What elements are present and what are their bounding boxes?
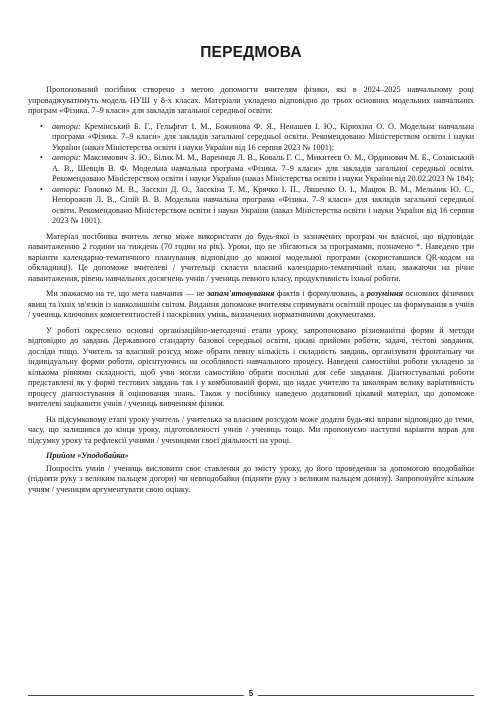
authors-label: автори:: [52, 153, 81, 162]
goals-paragraph: [28, 289, 474, 321]
summary-paragraph: На підсумковому етапі уроку учитель / учителька за власним розсудом може додати будь-які вправи відповідно до теми, часу, що залишився до кінця уроку, підготовленості учнів / учениць тощо. Ми пропонуємо наступні варіанти вправ для підсумку уроку та рефлексії учнями / ученицями своєї діяльності на уроці.: [28, 414, 474, 445]
goals-emphasis-understanding: розуміння: [366, 289, 403, 298]
bullet-icon: •: [40, 153, 43, 162]
materials-paragraph: Матеріал посібника вчитель легко може використати до будь-якої із зазначених програм чи власної, що відповідає навантаженню 2 години на тиждень (70 годин на рік). Уроки, що не збігаються за програмами, позначено *. Наведено три варіанти календарно-тематичного планування відповідно до кожної модельної програми (скориставшися QR-кодом на обкладинці). Це допоможе вчителеві / учительці скласти власний календарно-тематичний план, зважаючи на річне навантаження, рівень навчальних досягнень учнів / учениць певного класу, продуктивність їхньої роботи.: [28, 231, 474, 283]
list-item: [40, 184, 474, 227]
list-item: [40, 121, 474, 154]
structure-paragraph: У роботі окреслено основні організаційно-методичні етапи уроку, запропоновано різноманітні форми й методи відповідно до завдань Державного стандарту базової середньої освіти, цікаві прийоми роботи, задачі, тестові завдання, досліди тощо. Учитель за власний розсуд може обрати певну кількість і складність завдань, організувати фронтальну чи індивідуальну форми роботи, орієнтуючись на особливості навчального процесу. Наведені самостійні роботи укладено за кількома рівнями складності, щоб учні могли самостійно обрати посильні для себе завдання. Діагностувальні роботи представлені як у формі тестових завдань так і у комбінованій формі, що надає учителю та школярам велику варіативність процесу діагностування й оцінювання знань. Також у посібнику наведено додатковий цікавий матеріал, що допоможе вчителеві зацікавити учнів / учениць вивченням фізики.: [28, 325, 474, 408]
program-list: [28, 122, 474, 227]
program-text: Максимович З. Ю., Білик М. М., Варениця Л. В., Коваль Г. С., Микитеєв О. М., Ординович М. Б., Созанський А. В., Шевців В. Ф. Модельна навчальна програма «Фізика. 7–9 класи» для закладів загальної середньої освіти. Рекомендовано Міністерством освіти і науки України (наказ Міністерства освіти і науки України від 20.02.2023 № 184);: [52, 153, 474, 183]
authors-label: автори:: [52, 121, 81, 131]
technique-heading: Прийом «Уподобайка»: [46, 451, 129, 460]
goals-emphasis-memorization: запам'ятовування: [207, 289, 275, 298]
list-item: [40, 153, 474, 185]
page-number: 5: [244, 689, 258, 698]
intro-paragraph: Пропонований посібник створено з метою допомогти вчителям фізики, які в 2024–2025 навчальному році упроваджуватимуть модель НУШ у 8-х класах. Матеріали укладено відповідно до трьох основних модельних навчальних програм «Фізика. 7–9 класи» для закладів загальної середньої освіти:: [28, 85, 474, 115]
bullet-icon: •: [40, 184, 43, 194]
goals-text-c: основних фізичних явищ та їхніх зв'язків із навколишнім світом. Видання допоможе вчителям спрямувати освітній процес на формування в учнів / учениць ключових компетентностей і наскрізних умінь, визначених нормативними документами.: [28, 289, 475, 319]
goals-text-b: фактів і формулювань, а: [274, 289, 367, 298]
authors-label: автори:: [52, 184, 81, 194]
technique-paragraph: Попросіть учнів / учениць висловити своє ставлення до змісту уроку, до його проведення за допомогою вподобайки (підняти руку з великим пальцем догори) чи невподобайки (підняти руку з великим пальцем донизу). Запропонуйте кільком учням / ученицям аргументувати свою оцінку.: [28, 463, 474, 494]
program-text: Кремінський Б. Г., Гельфгат І. М., Божинова Ф. Я., Ненашев І. Ю., Кірюхіна О. О. Модельна навчальна програма «Фізика. 7–9 класи» для закладів загальної середньої освіти. Рекомендовано Міністерством освіти і науки України (наказ Міністерства освіти і науки України від 16 серпня 2023 № 1001);: [52, 121, 474, 152]
bullet-icon: •: [40, 121, 43, 131]
program-text: Головко М. В., Засєкін Д. О., Засєкіна Т. М., Крячко І. П., Ляшенко О. І., Мацюк В. М., Мельник Ю. С., Непорожня Л. В., Сіпій В. В. Модельна навчальна програма «Фізика. 7–9 класи» для закладів загальної середньої освіти. Рекомендовано Міністерством освіти і науки України (наказ Міністерства освіти і науки України від 16 серпня 2023 № 1001).: [52, 184, 474, 225]
goals-text-a: Ми зважаємо на те, що мета навчання — не: [46, 289, 208, 298]
document-body: [28, 85, 474, 495]
page-title: ПЕРЕДМОВА: [200, 44, 302, 61]
